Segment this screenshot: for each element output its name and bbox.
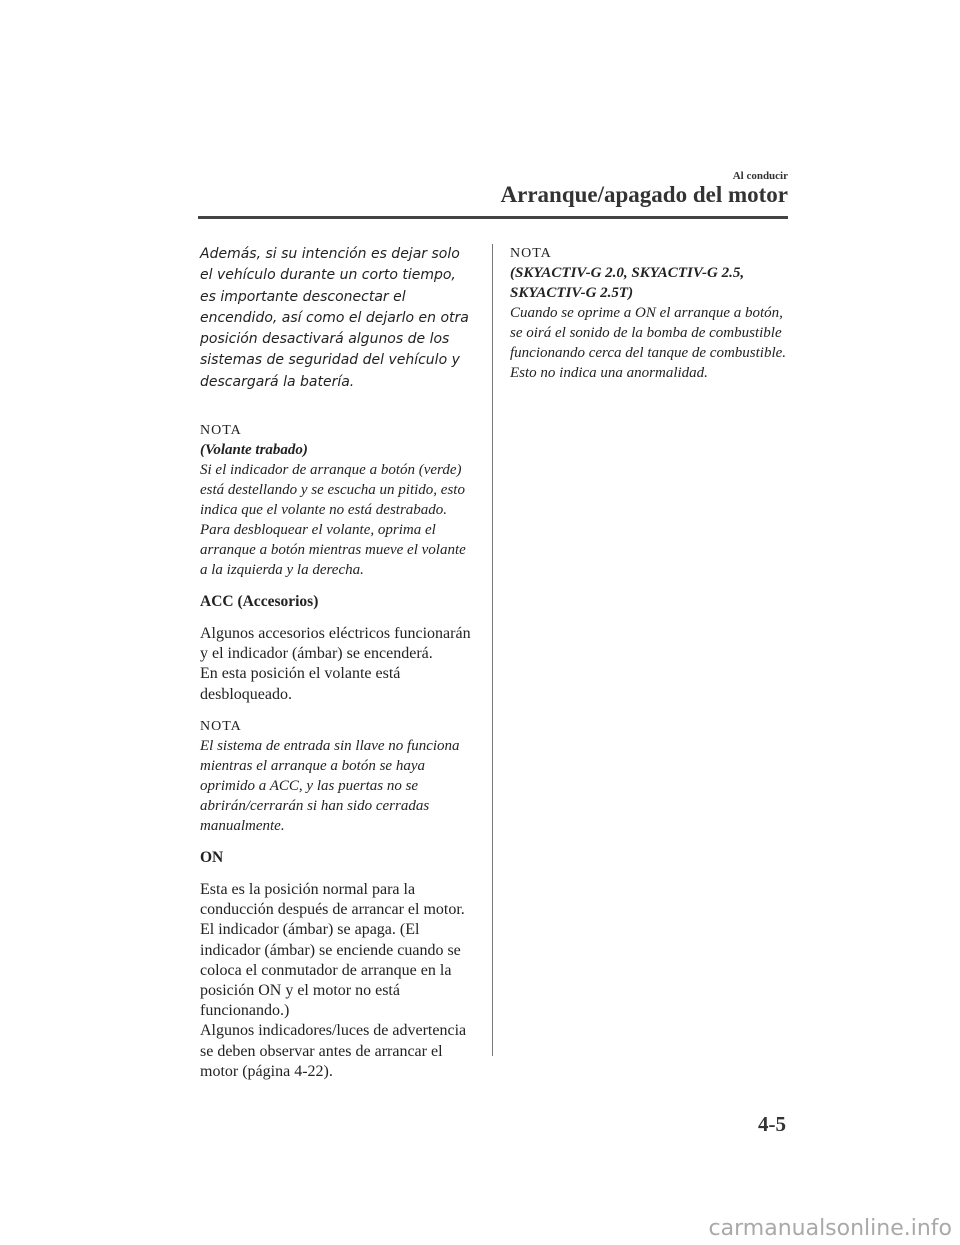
acc-text-2: En esta posición el volante está desbloqueado.	[200, 665, 401, 703]
column-divider	[492, 244, 493, 1056]
note-label: NOTA	[200, 718, 242, 734]
on-text-1: Esta es la posición normal para la conducción después de arrancar el motor. El indicador (ámbar) se apaga. (El indicador (ámbar) se enciende cuando se coloca el conmutador de arranque en la posición ON y el motor no está funcionando.)	[200, 880, 465, 1020]
chapter-label: Al conducir	[732, 170, 788, 182]
note-subtitle: (SKYACTIV-G 2.0, SKYACTIV-G 2.5, SKYACTIV-G 2.5T)	[510, 265, 745, 301]
note-subtitle: (Volante trabado)	[200, 442, 308, 459]
acc-text-1: Algunos accesorios eléctricos funcionarán y el indicador (ámbar) se encenderá.	[200, 625, 471, 663]
note-label: NOTA	[200, 423, 242, 439]
header-rule	[198, 216, 788, 219]
note-text: Si el indicador de arranque a botón (verde) está destellando y se escucha un pitido, esto indica que el volante no está destrabado. Para desbloquear el volante, oprima el arranque a botón mientras mueve el volante a la izquierda y la derecha.	[200, 462, 466, 579]
acc-text	[200, 624, 472, 705]
note-text: Cuando se oprime a ON el arranque a botón, se oirá el sonido de la bomba de combustible funcionando cerca del tanque de combustible. Esto no indica una anormalidad.	[510, 305, 787, 381]
watermark: carmanualsonline.info	[708, 1216, 952, 1241]
section-title: Arranque/apagado del motor	[500, 182, 788, 207]
page-number: 4-5	[758, 1112, 786, 1136]
on-text-2: Algunos indicadores/luces de advertencia se deben observar antes de arrancar el motor (página 4-22).	[200, 1022, 467, 1080]
note-text: El sistema de entrada sin llave no funciona mientras el arranque a botón se haya oprimido a ACC, y las puertas no se abrirán/cerrarán si han sido cerradas manualmente.	[200, 737, 460, 834]
acc-heading: ACC (Accesorios)	[200, 593, 319, 611]
on-heading: ON	[200, 848, 224, 866]
on-text	[200, 880, 472, 1082]
warning-text: Además, si su intención es dejar solo el vehículo durante un corto tiempo, es importante desconectar el encendido, así como el dejarlo en otra posición desactivará algunos de los sistemas de seguridad del vehículo y descargará la batería.	[200, 246, 469, 390]
note-label: NOTA	[510, 246, 552, 261]
left-column	[200, 244, 472, 1094]
right-column	[510, 244, 795, 395]
